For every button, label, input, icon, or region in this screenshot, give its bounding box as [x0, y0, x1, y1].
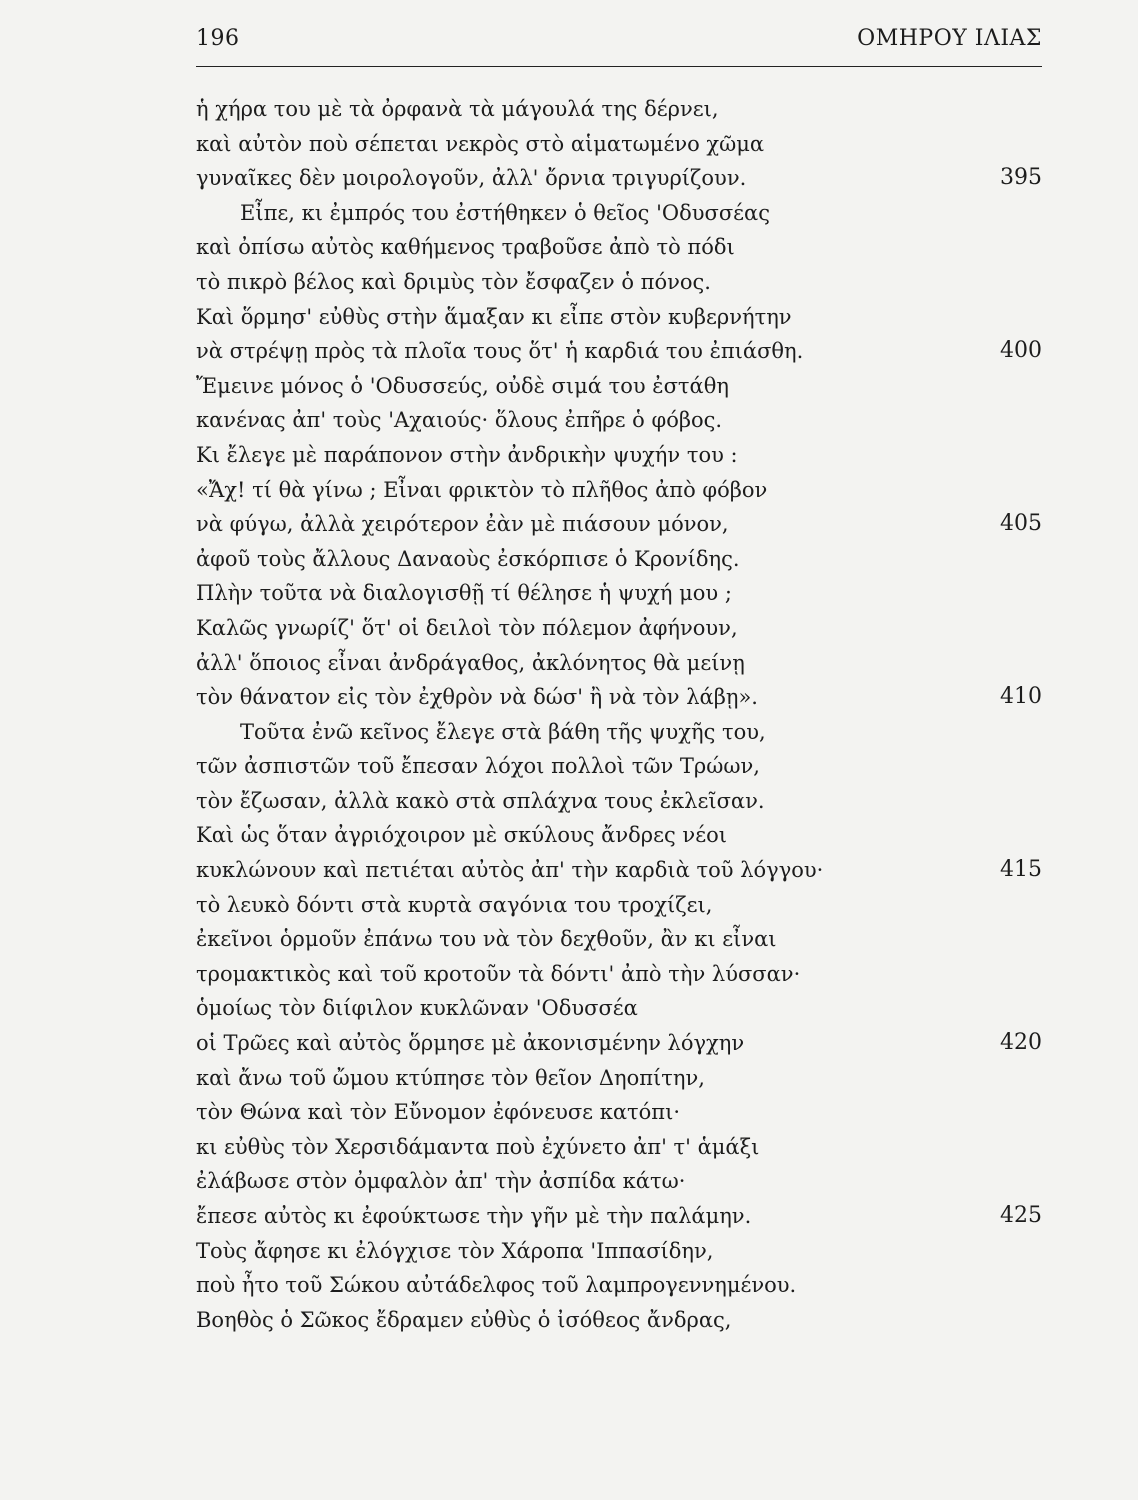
verse-line — [196, 473, 1042, 508]
line-number: 405 — [1000, 511, 1042, 537]
verse-line — [196, 715, 1042, 750]
verse-line — [196, 1234, 1042, 1269]
verse-line — [196, 1164, 1042, 1199]
verse-line — [196, 196, 1042, 231]
verse-line-text: Καλῶς γνωρίζ' ὅτ' οἱ δειλοὶ τὸν πόλεμον ἀφήνουν, — [196, 615, 738, 640]
verse-line-text: καὶ ἄνω τοῦ ὤμου κτύπησε τὸν θεῖον Δηοπίτην, — [196, 1065, 705, 1090]
verse-line — [196, 853, 1042, 888]
verse-line-text: «Ἄχ! τί θὰ γίνω ; Εἶναι φρικτὸν τὸ πλῆθος ἀπὸ φόβον — [196, 477, 768, 502]
verse-line — [196, 403, 1042, 438]
verse-line — [196, 161, 1042, 196]
line-number: 425 — [1000, 1203, 1042, 1228]
verse-line-text: τὸ λευκὸ δόντι στὰ κυρτὰ σαγόνια του τροχίζει, — [196, 892, 713, 917]
verse-line — [196, 1061, 1042, 1096]
verse-line — [196, 507, 1042, 542]
verse-line-text: καὶ ὀπίσω αὐτὸς καθήμενος τραβοῦσε ἀπὸ τὸ πόδι — [196, 235, 735, 260]
verse-line — [196, 1268, 1042, 1303]
verse-line — [196, 680, 1042, 715]
verse-line-text: ὁμοίως τὸν διίφιλον κυκλῶναν 'Οδυσσέα — [196, 996, 638, 1021]
verse-line — [196, 265, 1042, 300]
verse-line-text: τρομακτικὸς καὶ τοῦ κροτοῦν τὰ δόντι' ἀπὸ τὴν λύσσαν· — [196, 961, 801, 986]
verse-line-text: νὰ φύγω, ἀλλὰ χειρότερον ἐὰν μὲ πιάσουν μόνον, — [196, 512, 729, 537]
verse-line-text: ποὺ ἦτο τοῦ Σώκου αὐτάδελφος τοῦ λαμπρογεννημένου. — [196, 1273, 797, 1298]
page-header — [196, 22, 1042, 62]
verse-line-text: Πλὴν τοῦτα νὰ διαλογισθῇ τί θέλησε ἡ ψυχή μου ; — [196, 581, 732, 606]
verse-line — [196, 784, 1042, 819]
verse-line-text: Εἶπε, κι ἐμπρός του ἐστήθηκεν ὁ θεῖος 'Οδυσσέας — [240, 200, 770, 225]
verse-line — [196, 1199, 1042, 1234]
verse-line-text: Καὶ ὡς ὅταν ἀγριόχοιρον μὲ σκύλους ἄνδρες νέοι — [196, 823, 727, 848]
verse-line-text: Καὶ ὅρμησ' εὐθὺς στὴν ἅμαξαν κι εἶπε στὸν κυβερνήτην — [196, 304, 792, 329]
verse-line-text: ἀλλ' ὅποιος εἶναι ἀνδράγαθος, ἀκλόνητος θὰ μείνῃ — [196, 650, 745, 675]
verse-line — [196, 334, 1042, 369]
verse-line-text: κανένας ἀπ' τοὺς 'Αχαιούς· ὅλους ἐπῆρε ὁ φόβος. — [196, 408, 723, 433]
verse-line-text: τὸ πικρὸ βέλος καὶ δριμὺς τὸν ἔσφαζεν ὁ πόνος. — [196, 269, 711, 294]
verse-line-text: καὶ αὐτὸν ποὺ σέπεται νεκρὸς στὸ αἱματωμένο χῶμα — [196, 131, 765, 156]
header-rule — [196, 66, 1042, 67]
verse-line-text: κι εὐθὺς τὸν Χερσιδάμαντα ποὺ ἐχύνετο ἀπ' τ' ἁμάξι — [196, 1134, 760, 1159]
verse-line — [196, 300, 1042, 335]
verse-line — [196, 230, 1042, 265]
line-number: 410 — [1000, 684, 1042, 710]
verse-line-text: τὸν θάνατον εἰς τὸν ἐχθρὸν νὰ δώσ' ἢ νὰ τὸν λάβῃ». — [196, 685, 758, 710]
verse-line-text: ἀφοῦ τοὺς ἄλλους Δαναοὺς ἐσκόρπισε ὁ Κρονίδης. — [196, 546, 740, 571]
verse-line — [196, 576, 1042, 611]
verse-line — [196, 749, 1042, 784]
verse-line — [196, 991, 1042, 1026]
verse-line-text: ἐλάβωσε στὸν ὀμφαλὸν ἀπ' τὴν ἀσπίδα κάτω· — [196, 1169, 686, 1194]
verse-line-text: νὰ στρέψῃ πρὸς τὰ πλοῖα τους ὅτ' ἡ καρδιά του ἐπιάσθη. — [196, 339, 804, 364]
verse-line — [196, 1095, 1042, 1130]
verse-line — [196, 1130, 1042, 1165]
verse-line — [196, 922, 1042, 957]
verse-line — [196, 438, 1042, 473]
verse-line-text: Τοὺς ἄφησε κι ἐλόγχισε τὸν Χάροπα 'Ιππασίδην, — [196, 1238, 714, 1263]
verse-line-text: τὸν ἔζωσαν, ἀλλὰ κακὸ στὰ σπλάχνα τους ἐκλεῖσαν. — [196, 788, 765, 813]
verse-line-text: ἔπεσε αὐτὸς κι ἐφούκτωσε τὴν γῆν μὲ τὴν παλάμην. — [196, 1204, 752, 1228]
verse-line-text: Βοηθὸς ὁ Σῶκος ἔδραμεν εὐθὺς ὁ ἰσόθεος ἄνδρας, — [196, 1307, 732, 1332]
verse-line-text: γυναῖκες δὲν μοιρολογοῦν, ἀλλ' ὄρνια τριγυρίζουν. — [196, 166, 747, 191]
verse-line-text: ἐκεῖνοι ὁρμοῦν ἐπάνω του νὰ τὸν δεχθοῦν, ἂν κι εἶναι — [196, 927, 777, 952]
verse-line-text: κυκλώνουν καὶ πετιέται αὐτὸς ἀπ' τὴν καρδιὰ τοῦ λόγγου· — [196, 858, 824, 883]
verse-line — [196, 542, 1042, 577]
verse-line-text: ἡ χήρα του μὲ τὰ ὀρφανὰ τὰ μάγουλά της δέρνει, — [196, 97, 719, 121]
verse-block — [196, 92, 1042, 1337]
verse-line — [196, 646, 1042, 681]
line-number: 420 — [1000, 1030, 1042, 1056]
verse-line — [196, 92, 1042, 127]
verse-line — [196, 369, 1042, 404]
verse-line — [196, 611, 1042, 646]
line-number: 400 — [1000, 338, 1042, 364]
verse-line — [196, 818, 1042, 853]
verse-line — [196, 957, 1042, 992]
verse-line-text: Κι ἔλεγε μὲ παράπονον στὴν ἀνδρικὴν ψυχήν του : — [196, 442, 738, 467]
verse-line-text: Ἔμεινε μόνος ὁ 'Οδυσσεύς, οὐδὲ σιμά του ἐστάθη — [196, 373, 729, 398]
line-number: 415 — [1000, 857, 1042, 883]
line-number: 395 — [1000, 165, 1042, 191]
verse-line-text: Τοῦτα ἐνῶ κεῖνος ἔλεγε στὰ βάθη τῆς ψυχῆς του, — [240, 719, 766, 744]
verse-line — [196, 1026, 1042, 1061]
verse-line-text: οἱ Τρῶες καὶ αὐτὸς ὅρμησε μὲ ἀκονισμένην λόγχην — [196, 1031, 745, 1056]
page-number: 196 — [196, 26, 240, 51]
running-title: ΟΜΗΡΟΥ ΙΛΙΑΣ — [857, 26, 1042, 51]
verse-line — [196, 888, 1042, 923]
verse-line-text: τὸν Θώνα καὶ τὸν Εὔνομον ἐφόνευσε κατόπι· — [196, 1100, 681, 1125]
verse-line — [196, 127, 1042, 162]
verse-line — [196, 1303, 1042, 1338]
verse-line-text: τῶν ἀσπιστῶν τοῦ ἔπεσαν λόχοι πολλοὶ τῶν Τρώων, — [196, 754, 760, 779]
